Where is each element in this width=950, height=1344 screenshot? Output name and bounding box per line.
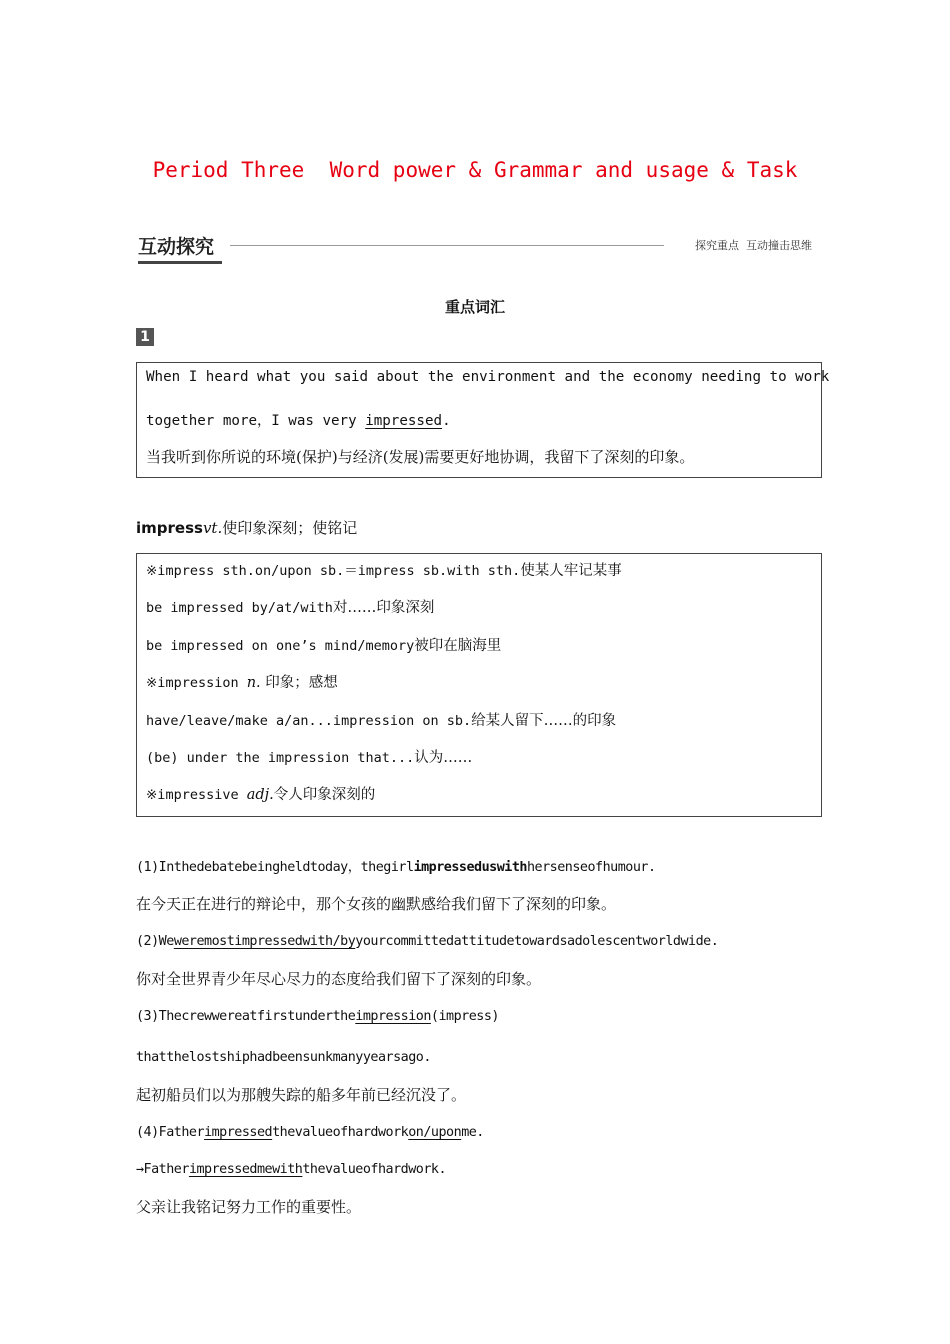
example-text: →Father	[136, 1162, 189, 1177]
definition-meaning: 使印象深刻；使铭记	[222, 519, 358, 537]
line2-text: together more，I was very	[146, 413, 366, 429]
usage-zh: 印象；感想	[260, 675, 338, 691]
usage-en: ※impression	[146, 675, 247, 691]
usage-en: be impressed by/at/with	[146, 600, 333, 616]
usage-en: be impressed on one’s mind/memory	[146, 638, 415, 654]
keyword-underlined: impressed	[365, 413, 443, 429]
usage-row	[146, 746, 472, 767]
example-3-line2	[136, 1047, 431, 1065]
example-answer: on/upon	[408, 1125, 462, 1140]
example-text: (2)We	[136, 934, 174, 949]
usage-en: ※impress sth.on/upon sb.＝impress sb.with sth.	[146, 563, 521, 579]
usage-en: (be) under the impression that...	[146, 750, 415, 766]
example-sentence-line2	[146, 410, 451, 430]
usage-row	[146, 559, 622, 580]
word-definition	[136, 517, 357, 538]
example-2	[136, 931, 718, 949]
banner-underline	[138, 261, 222, 264]
usage-pos: adj.	[246, 787, 274, 803]
example-text: (impress)	[430, 1009, 499, 1024]
example-text: hersenseofhumour.	[527, 860, 656, 875]
example-text: thevalueofhardwork	[272, 1125, 409, 1140]
example-text: (1)Inthedebatebeingheldtoday，thegirl	[136, 860, 414, 875]
usage-row	[146, 783, 375, 804]
section-heading: 重点词汇	[444, 298, 505, 316]
usage-zh: 认为……	[414, 750, 473, 766]
example-4-rewrite	[136, 1159, 446, 1177]
example-1	[136, 856, 656, 875]
usage-zh: 对……印象深刻	[332, 600, 435, 616]
usage-row	[146, 671, 338, 692]
definition-pos: vt.	[202, 519, 223, 537]
example-text: thevalueofhardwork.	[302, 1162, 447, 1177]
example-text: yourcommittedattitudetowardsadolescentworldwide.	[355, 934, 719, 949]
example-answer: weremostimpressedwith/by	[173, 934, 356, 949]
usage-zh: 使某人牢记某事	[520, 563, 622, 579]
usage-en: have/leave/make a/an...impression on sb.	[146, 713, 472, 729]
example-answer: impressedmewith	[188, 1162, 303, 1177]
definition-word: impress	[136, 519, 203, 537]
example-sentence-box	[136, 362, 830, 478]
example-1-translation: 在今天正在进行的辩论中，那个女孩的幽默感给我们留下了深刻的印象。	[136, 895, 617, 913]
example-3	[136, 1006, 499, 1024]
example-text: me.	[461, 1125, 484, 1140]
line2-end: .	[442, 413, 451, 429]
usage-row	[146, 634, 501, 655]
usage-zh: 被印在脑海里	[414, 638, 502, 654]
usage-zh: 令人印象深刻的	[273, 787, 376, 803]
example-sentence-line1: When I heard what you said about the environment and the economy needing to work	[146, 369, 830, 385]
example-sentence-translation: 当我听到你所说的环境(保护)与经济(发展)需要更好地协调，我留下了深刻的印象。	[146, 448, 695, 466]
example-answer: impresseduswith	[413, 860, 527, 875]
usage-row	[146, 709, 616, 730]
example-text: (4)Father	[136, 1125, 205, 1140]
example-answer: impressed	[204, 1125, 273, 1140]
page-title: Period Three Word power & Grammar and usage & Task	[152, 158, 798, 182]
usage-pos: n.	[246, 675, 261, 691]
section-banner	[138, 232, 812, 268]
banner-main-label: 互动探究	[138, 236, 215, 258]
example-answer: impression	[355, 1009, 431, 1024]
usage-box	[136, 553, 822, 817]
banner-sub-label: 探究重点 互动撞击思维	[695, 239, 812, 252]
example-2-translation: 你对全世界青少年尽心尽力的态度给我们留下了深刻的印象。	[136, 970, 542, 988]
example-text: (3)Thecrewwereatfirstunderthe	[136, 1009, 356, 1024]
example-4	[136, 1122, 484, 1140]
example-4-translation: 父亲让我铭记努力工作的重要性。	[136, 1198, 362, 1216]
usage-row	[146, 596, 434, 617]
usage-zh: 给某人留下……的印象	[471, 713, 617, 729]
item-number-badge: 1	[136, 328, 154, 346]
example-3-translation: 起初船员们以为那艘失踪的船多年前已经沉没了。	[136, 1086, 467, 1104]
usage-en: ※impressive	[146, 787, 247, 803]
example-text: thatthelostshiphadbeensunkmanyyearsago.	[136, 1050, 431, 1065]
banner-divider	[230, 245, 664, 246]
